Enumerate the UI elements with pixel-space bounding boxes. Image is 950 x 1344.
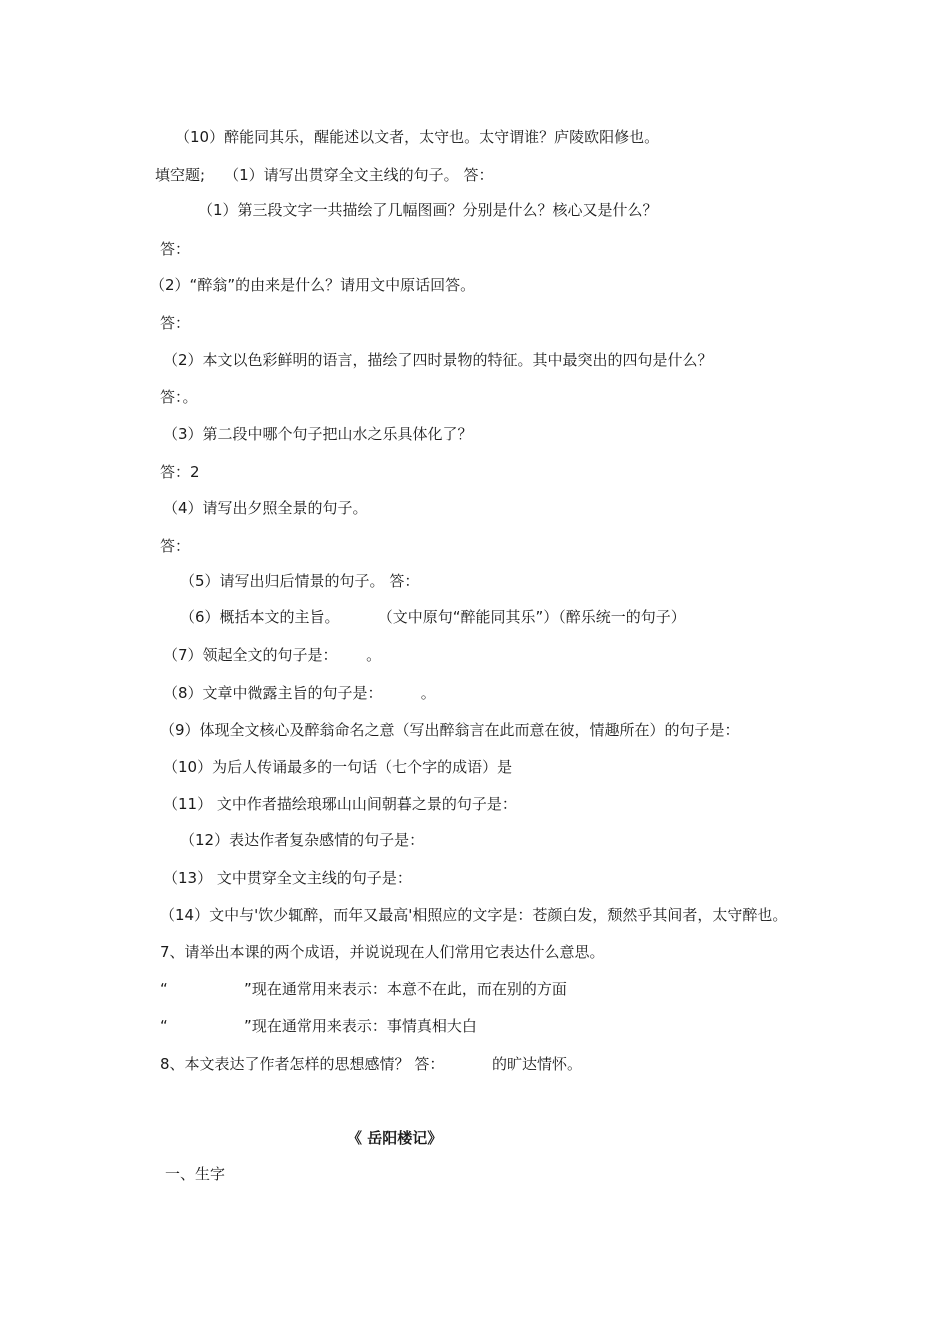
text-line: 答：。 [160,388,198,406]
text-line: （2）“醉翁”的由来是什么？请用文中原话回答。 [150,276,476,294]
text-line: （1）第三段文字一共描绘了几幅图画？分别是什么？核心又是什么？ [198,201,658,219]
text-line: 答： [160,240,191,258]
text-line: （9）体现全文核心及醉翁命名之意（写出醉翁言在此而意在彼，情趣所在）的句子是： [160,721,740,739]
text-line: （7）领起全文的句子是： 。 [163,646,382,664]
text-line: “ ”现在通常用来表示：本意不在此，而在别的方面 [160,980,567,998]
text-line: （10）醉能同其乐，醒能述以文者，太守也。太守谓谁？庐陵欧阳修也。 [175,128,660,146]
text-line: （11） 文中作者描绘琅琊山山间朝暮之景的句子是： [163,795,517,813]
text-line: 8、本文表达了作者怎样的思想感情？ 答： 的旷达情怀。 [160,1055,582,1073]
text-line: （8）文章中微露主旨的句子是： 。 [163,684,436,702]
text-line: （5）请写出归后情景的句子。 答： [180,572,420,590]
text-line: 答： [160,314,191,332]
section-heading: 一、生字 [165,1165,226,1183]
text-line: （12）表达作者复杂感情的句子是： [180,831,425,849]
text-line: （13） 文中贯穿全文主线的句子是： [163,869,412,887]
text-line: 填空题; （1）请写出贯穿全文主线的句子。 答： [155,166,494,184]
text-line: （14）文中与'饮少辄醉，而年又最高'相照应的文字是：苍颜白发，颓然乎其间者，太守醉也。 [160,906,788,924]
section-title: 《 岳阳楼记》 [347,1129,443,1147]
text-line: “ ”现在通常用来表示：事情真相大白 [160,1017,477,1035]
text-line: 7、请举出本课的两个成语，并说说现在人们常用它表达什么意思。 [160,943,605,961]
text-line: （6）概括本文的主旨。 （文中原句“醉能同其乐”）（醉乐统一的句子） [180,608,686,626]
text-line: 答：2 [160,463,200,481]
text-line: （3）第二段中哪个句子把山水之乐具体化了？ [163,425,473,443]
text-line: （2）本文以色彩鲜明的语言，描绘了四时景物的特征。其中最突出的四句是什么？ [163,351,713,369]
text-line: 答： [160,537,191,555]
text-line: （10）为后人传诵最多的一句话（七个字的成语）是 [163,758,513,776]
text-line: （4）请写出夕照全景的句子。 [163,499,368,517]
